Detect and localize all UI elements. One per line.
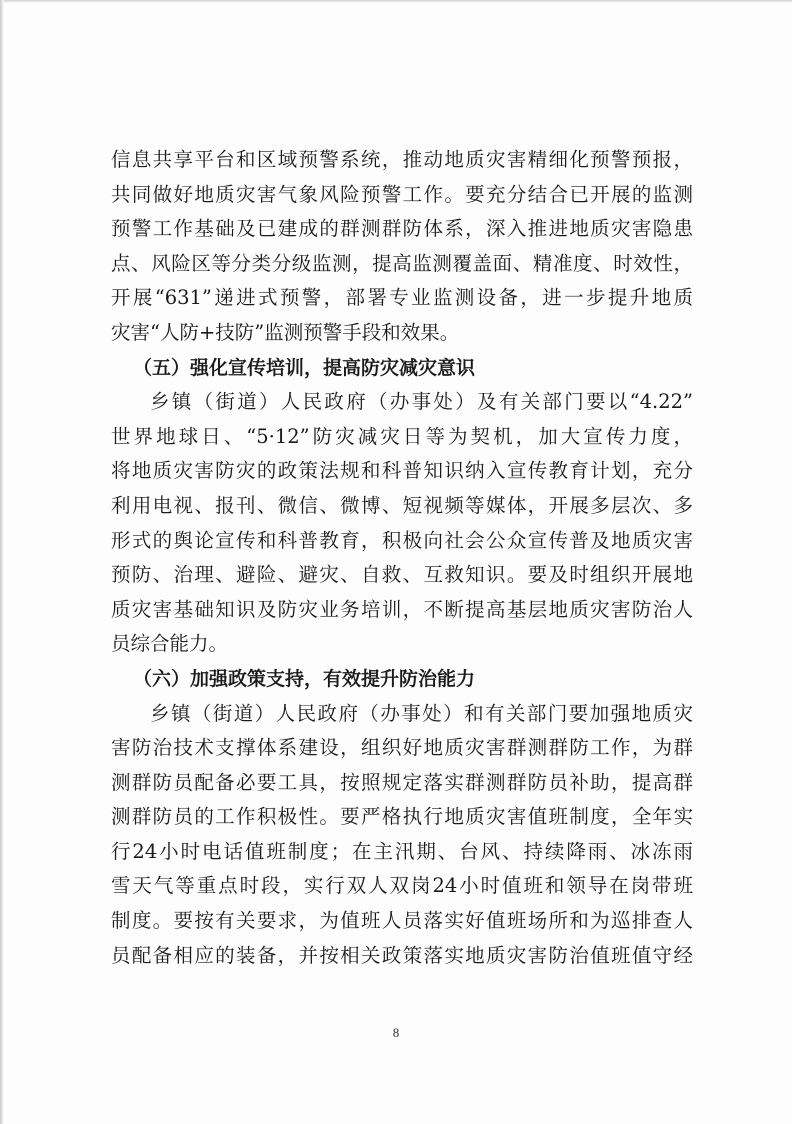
body-text <box>111 143 693 973</box>
body-line: 质灾害基础知识及防灾业务培训，不断提高基层地质灾害防治人 <box>111 597 693 621</box>
body-line: 测群防员的工作积极性。要严格执行地质灾害值班制度，全年实 <box>111 805 693 829</box>
scan-edge-top <box>0 0 792 3</box>
body-line: 世界地球日、“5·12”防灾减灾日等为契机，加大宣传力度， <box>111 424 693 448</box>
body-line: 雪天气等重点时段，实行双人双岗24小时值班和领导在岗带班 <box>111 874 693 898</box>
page-number: 8 <box>392 1025 400 1040</box>
body-line: 测群防员配备必要工具，按照规定落实群测群防员补助，提高群 <box>111 770 693 794</box>
body-line: 点、风险区等分类分级监测，提高监测覆盖面、精准度、时效性， <box>111 251 693 275</box>
body-line: 乡镇（街道）人民政府（办事处）和有关部门要加强地质灾 <box>150 701 693 725</box>
body-line: 害防治技术支撑体系建设，组织好地质灾害群测群防工作，为群 <box>111 736 693 760</box>
section-heading-6: （六）加强政策支持，有效提升防治能力 <box>133 667 476 690</box>
body-line: 共同做好地质灾害气象风险预警工作。要充分结合已开展的监测 <box>111 182 693 206</box>
body-line: 乡镇（街道）人民政府（办事处）及有关部门要以“4.22” <box>150 390 693 414</box>
body-line: 预防、治理、避险、避灾、自救、互救知识。要及时组织开展地 <box>111 563 693 587</box>
body-line: 行24小时电话值班制度；在主汛期、台风、持续降雨、冰冻雨 <box>111 839 693 863</box>
body-line: 形式的舆论宣传和科普教育，积极向社会公众宣传普及地质灾害 <box>111 528 693 552</box>
body-line: 员配备相应的装备，并按相关政策落实地质灾害防治值班值守经 <box>111 943 693 967</box>
body-line: 将地质灾害防灾的政策法规和科普知识纳入宣传教育计划，充分 <box>111 459 693 483</box>
scan-edge-left <box>0 0 4 1124</box>
body-line: 开展“631”递进式预警，部署专业监测设备，进一步提升地质 <box>111 286 693 310</box>
body-line: 灾害“人防+技防”监测预警手段和效果。 <box>111 320 460 344</box>
body-line: 员综合能力。 <box>111 632 229 656</box>
body-line: 制度。要按有关要求，为值班人员落实好值班场所和为巡排查人 <box>111 909 693 933</box>
section-heading-5: （五）强化宣传培训，提高防灾减灾意识 <box>133 356 476 379</box>
body-line: 预警工作基础及已建成的群测群防体系，深入推进地质灾害隐患 <box>111 217 693 241</box>
body-line: 信息共享平台和区域预警系统，推动地质灾害精细化预警预报， <box>111 148 693 171</box>
body-line: 利用电视、报刊、微信、微博、短视频等媒体，开展多层次、多 <box>111 493 693 517</box>
